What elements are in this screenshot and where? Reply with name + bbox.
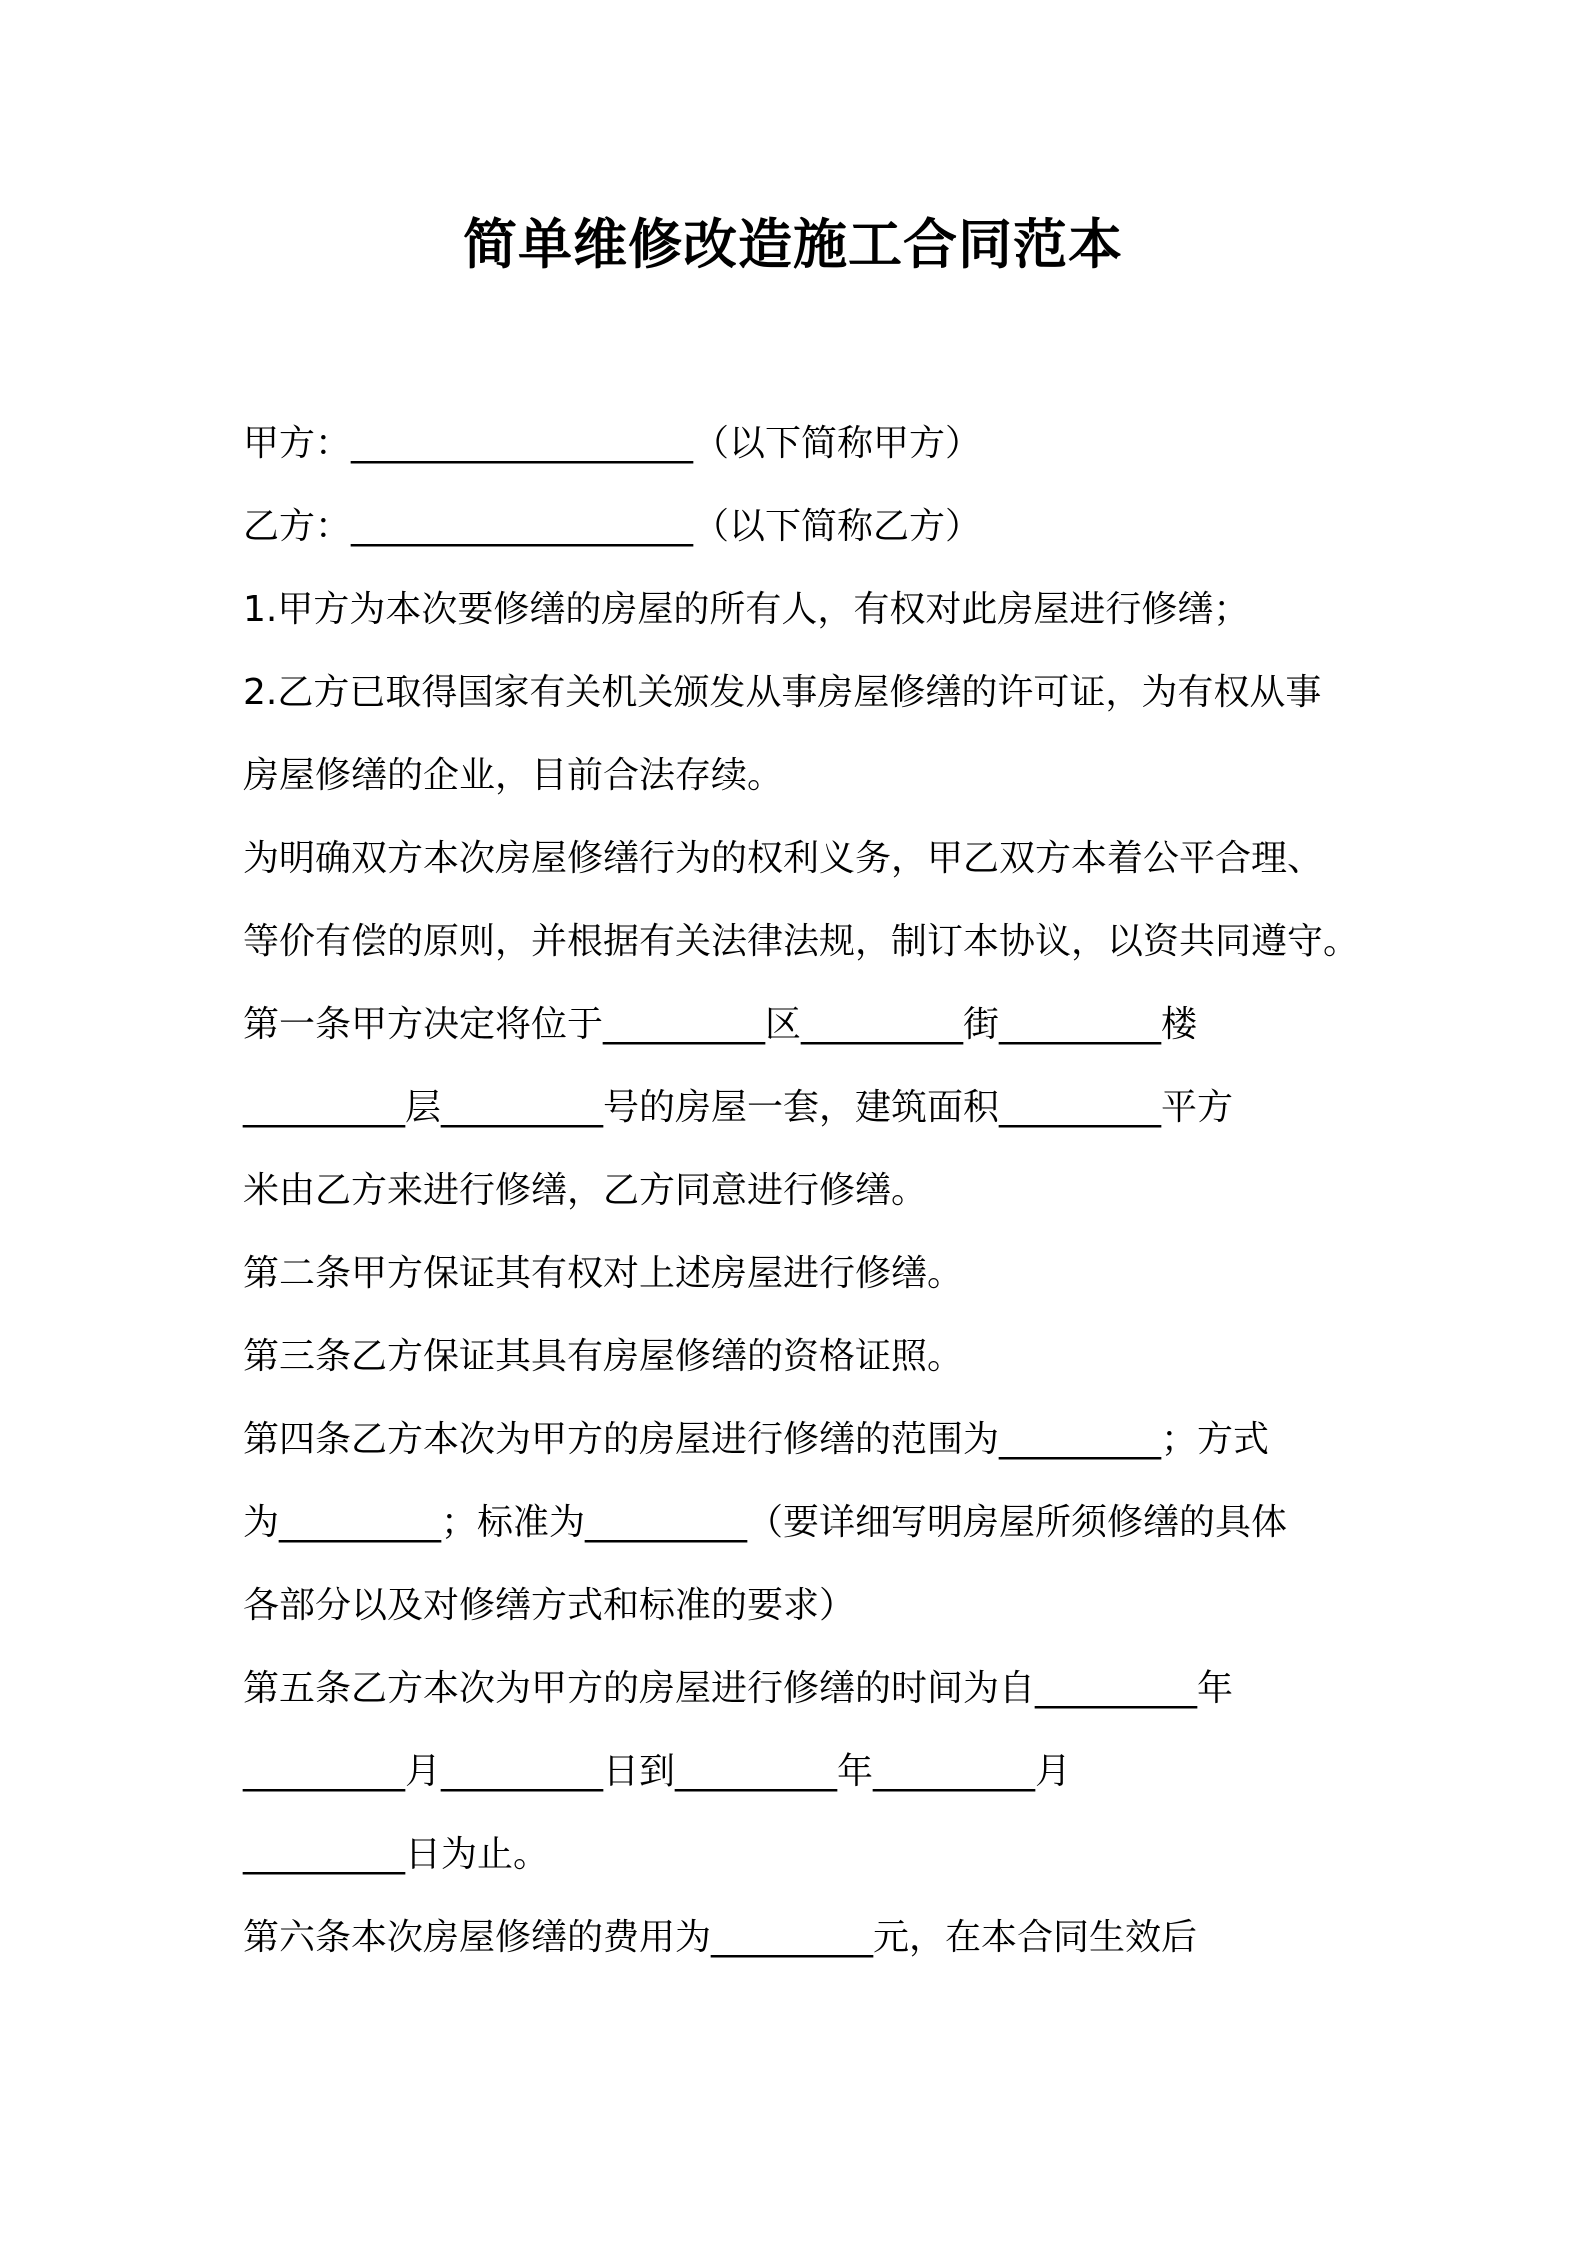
article-4-line-2: 为_________；标准为_________（要详细写明房屋所须修缮的具体 <box>243 1502 1288 1543</box>
article-5-line-2: _________月_________日到_________年_________月 <box>243 1751 1071 1792</box>
article-2: 第二条甲方保证其有权对上述房屋进行修缮。 <box>243 1253 964 1294</box>
recital-2-line-2: 房屋修缮的企业，目前合法存续。 <box>243 755 784 796</box>
article-3: 第三条乙方保证其具有房屋修缮的资格证照。 <box>243 1336 964 1377</box>
document-title: 简单维修改造施工合同范本 <box>463 213 1123 276</box>
article-4-line-3: 各部分以及对修缮方式和标准的要求） <box>243 1585 856 1626</box>
article-5-line-3: _________日为止。 <box>243 1834 550 1875</box>
recital-1: 1.甲方为本次要修缮的房屋的所有人，有权对此房屋进行修缮； <box>243 589 1250 630</box>
preamble-line-2: 等价有偿的原则，并根据有关法律法规，制订本协议，以资共同遵守。 <box>243 921 1360 962</box>
article-6-line-1: 第六条本次房屋修缮的费用为_________元，在本合同生效后 <box>243 1917 1198 1958</box>
recital-2-line-1: 2.乙方已取得国家有关机关颁发从事房屋修缮的许可证，为有权从事 <box>243 672 1322 713</box>
article-1-line-3: 米由乙方来进行修缮，乙方同意进行修缮。 <box>243 1170 928 1211</box>
article-1-line-2: _________层_________号的房屋一套，建筑面积_________平方 <box>243 1087 1234 1128</box>
article-5-line-1: 第五条乙方本次为甲方的房屋进行修缮的时间为自_________年 <box>243 1668 1234 1709</box>
article-1-line-1: 第一条甲方决定将位于_________区_________街_________楼 <box>243 1004 1198 1045</box>
article-4-line-1: 第四条乙方本次为甲方的房屋进行修缮的范围为_________；方式 <box>243 1419 1270 1460</box>
preamble-line-1: 为明确双方本次房屋修缮行为的权利义务，甲乙双方本着公平合理、 <box>243 838 1324 879</box>
document-body <box>243 402 1363 1979</box>
party-a-line: 甲方：___________________（以下简称甲方） <box>243 423 982 464</box>
party-b-line: 乙方：___________________（以下简称乙方） <box>243 506 982 547</box>
